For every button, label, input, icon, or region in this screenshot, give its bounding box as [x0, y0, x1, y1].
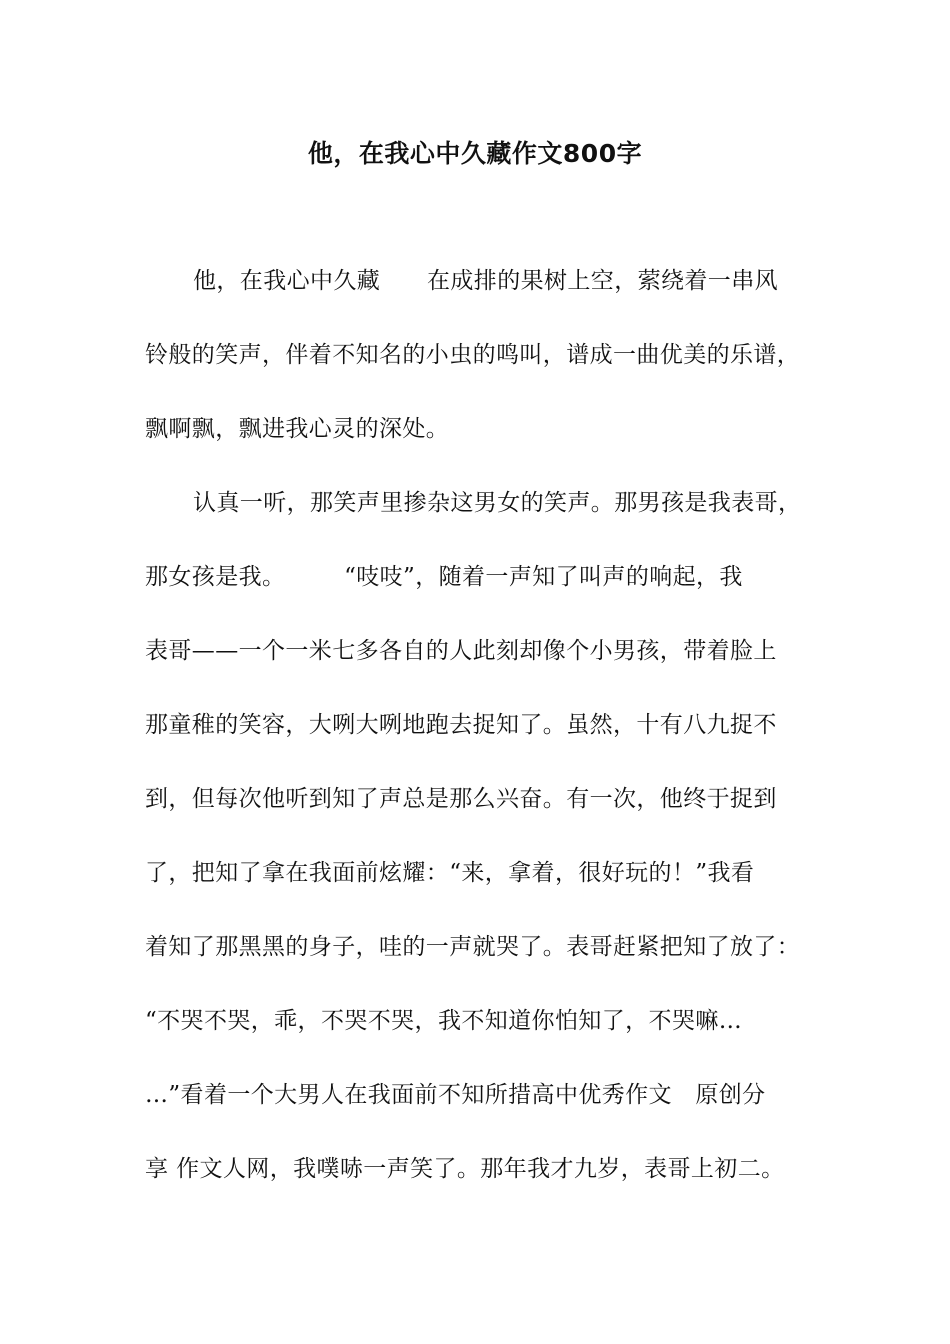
paragraph-line: 那童稚的笑容，大咧大咧地跑去捉知了。虽然，十有八九捉不 [145, 712, 777, 738]
paragraph-line: 飘啊飘，飘进我心灵的深处。 [145, 416, 450, 442]
paragraph-line: 着知了那黑黑的身子，哇的一声就哭了。表哥赶紧把知了放了： [145, 934, 801, 960]
paragraph-line: 铃般的笑声，伴着不知名的小虫的鸣叫，谱成一曲优美的乐谱， [145, 342, 801, 368]
paragraph-line: 了，把知了拿在我面前炫耀：“来，拿着，很好玩的！”我看 [145, 860, 755, 886]
paragraph-line: 认真一听，那笑声里掺杂这男女的笑声。那男孩是我表哥， [193, 490, 802, 516]
paragraph-line: “不哭不哭，乖，不哭不哭，我不知道你怕知了，不哭嘛… [145, 1008, 743, 1034]
paragraph-line: 表哥——一个一米七多各自的人此刻却像个小男孩，带着脸上 [145, 638, 777, 664]
paragraph-line: …”看着一个大男人在我面前不知所措高中优秀作文 原创分 [145, 1082, 766, 1108]
document-title: 他，在我心中久藏作文800字 [307, 139, 643, 168]
paragraph-line: 到，但每次他听到知了声总是那么兴奋。有一次，他终于捉到 [145, 786, 777, 812]
paragraph-line: 享 作文人网，我噗哧一声笑了。那年我才九岁，表哥上初二。 [145, 1156, 785, 1182]
paragraph-line: 那女孩是我。 “吱吱”，随着一声知了叫声的响起，我 [145, 564, 743, 590]
paragraph-line: 他，在我心中久藏 在成排的果树上空，萦绕着一串风 [193, 268, 778, 294]
